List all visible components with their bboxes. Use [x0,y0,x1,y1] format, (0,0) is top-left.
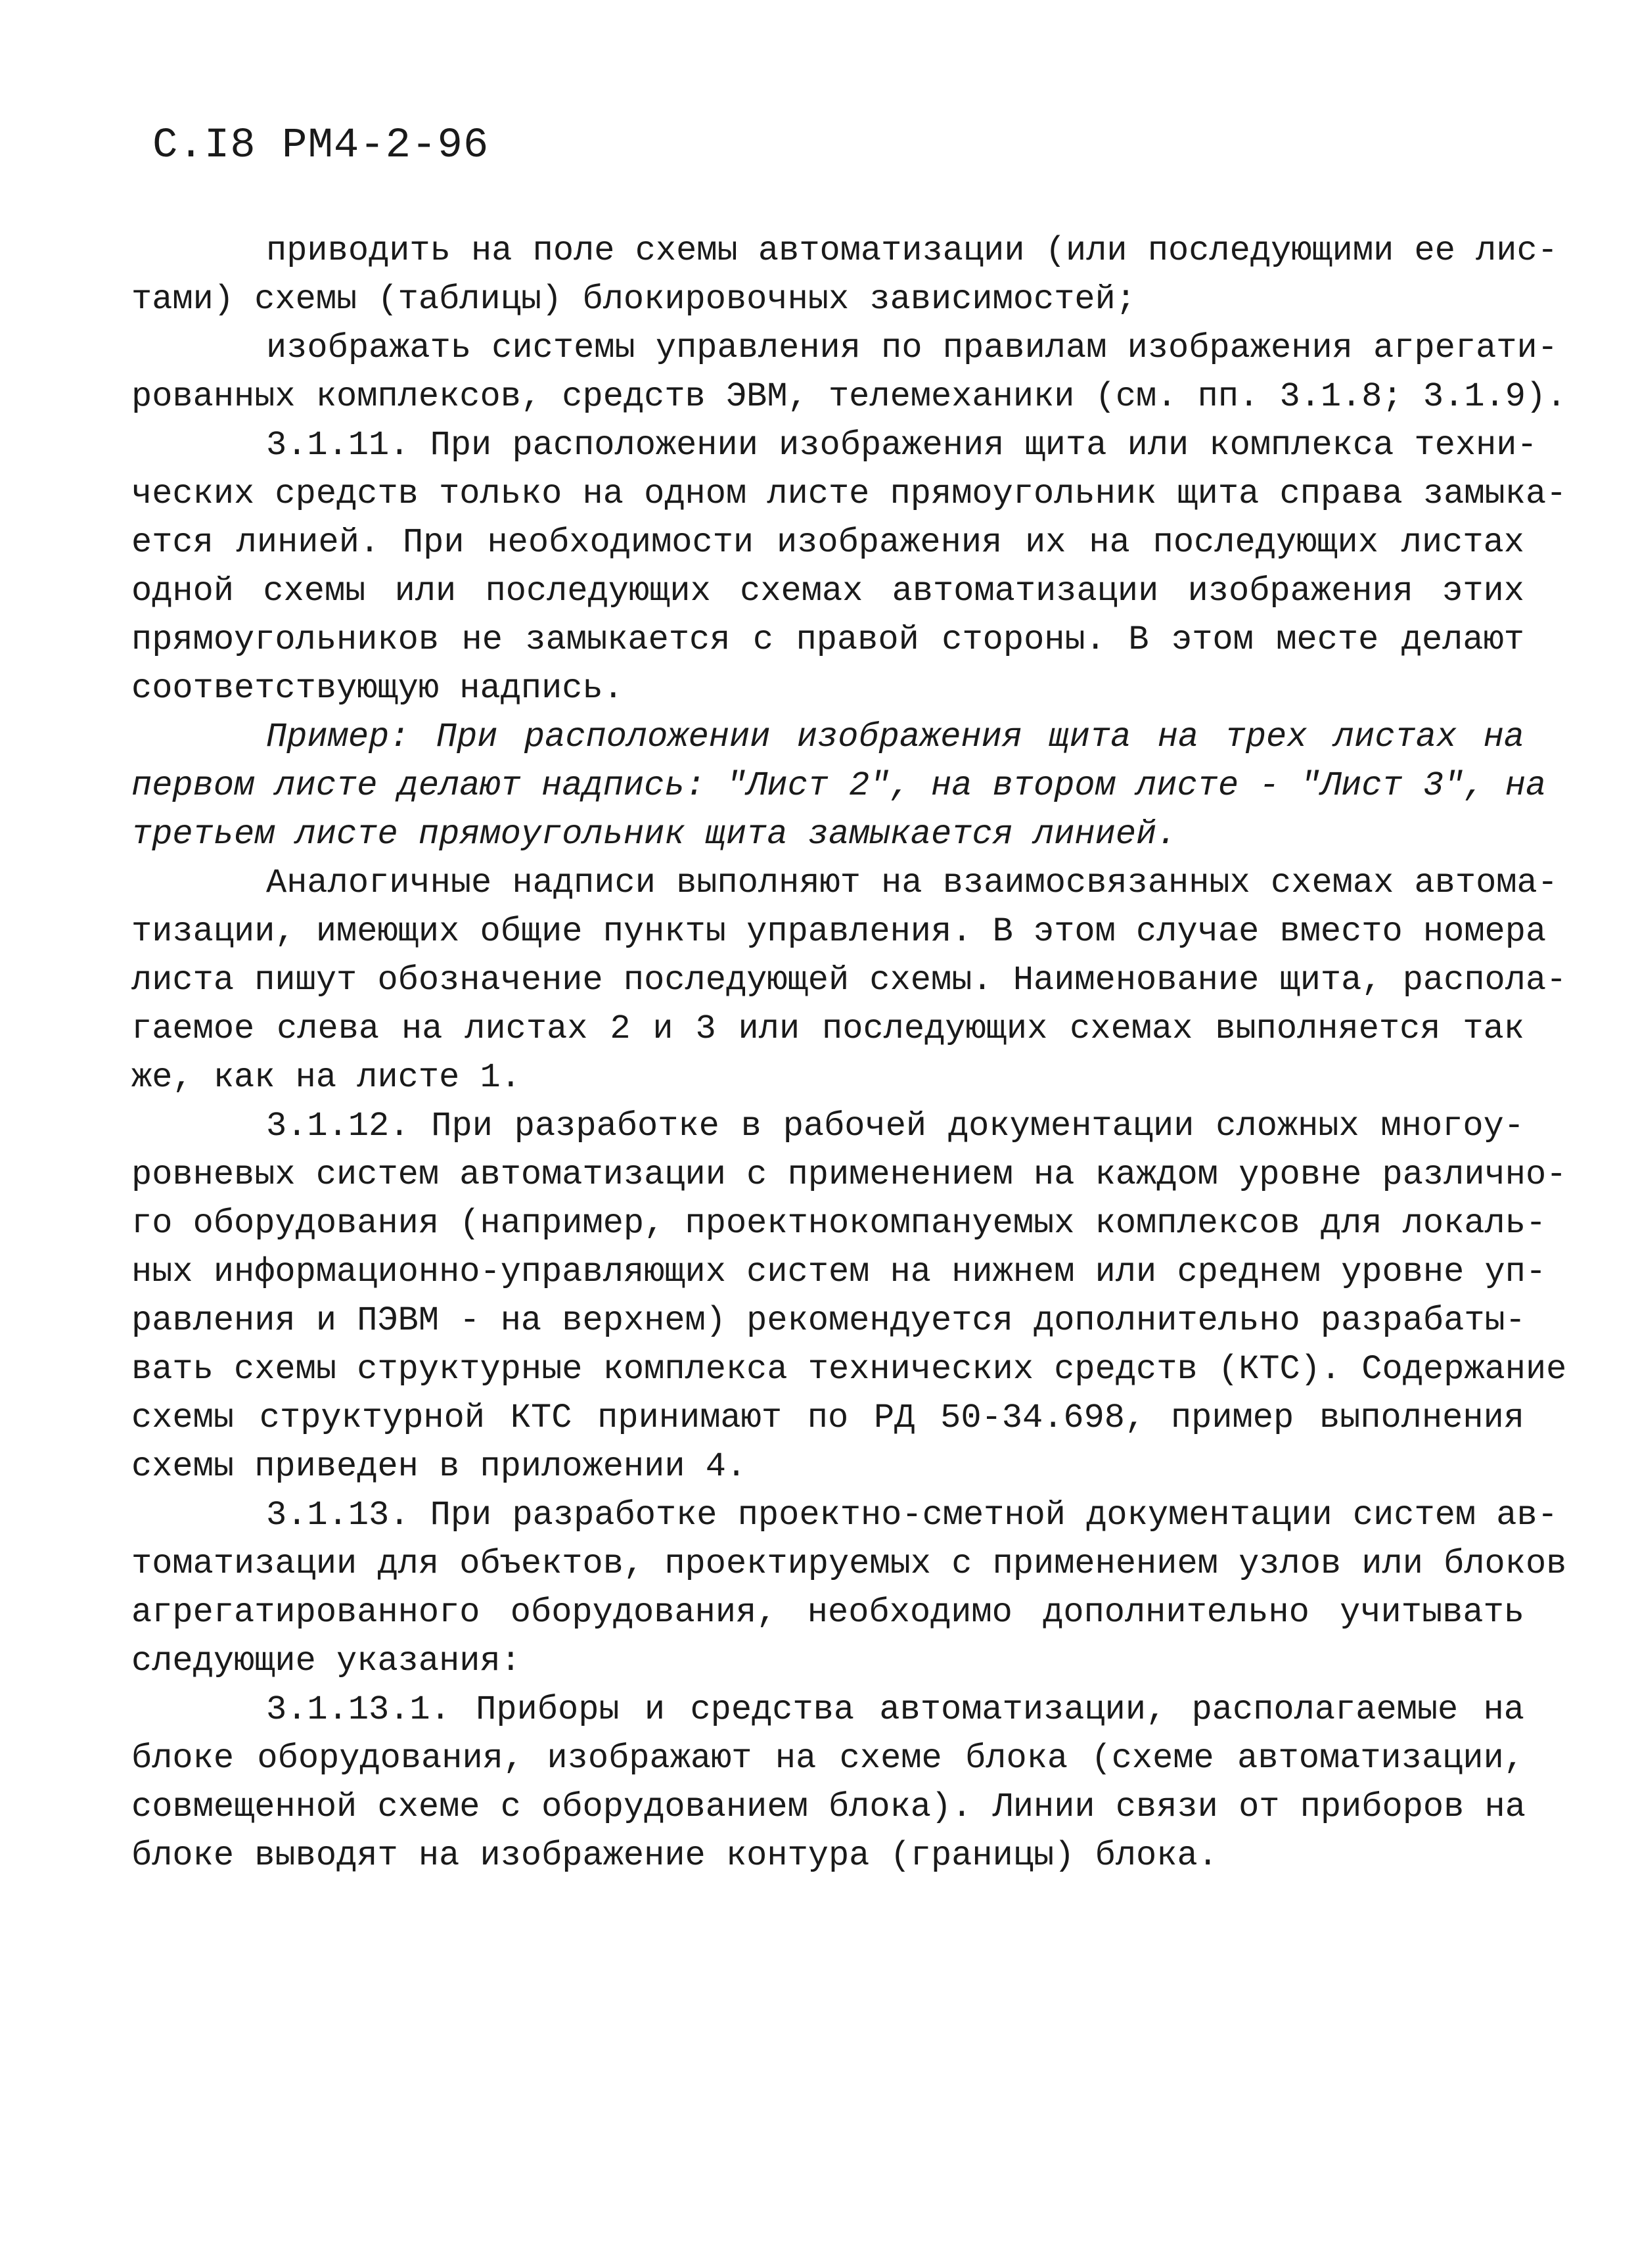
text-line: блоке оборудования, изображают на схеме блока (схеме автоматизации, [131,1739,1524,1778]
text-line: Аналогичные надписи выполняют на взаимосвязанных схемах автома- [266,864,1558,902]
text-line: одной схемы или последующих схемах автоматизации изображения этих [131,572,1524,611]
text-line: первом листе делают надпись: "Лист 2", на втором листе - "Лист 3", на [131,766,1547,805]
text-line: тизации, имеющих общие пункты управления. В этом случае вместо номера [131,912,1547,951]
text-line: же, как на листе 1. [131,1058,521,1097]
document-body [131,227,1567,1880]
text-line: томатизации для объектов, проектируемых с применением узлов или блоков [131,1544,1567,1583]
text-line: изображать системы управления по правилам изображения агрегати- [266,329,1558,367]
text-line: схемы структурной КТС принимают по РД 50-34.698, пример выполнения [131,1399,1524,1437]
text-line: равления и ПЭВМ - на верхнем) рекомендуется дополнительно разрабаты- [131,1301,1526,1340]
text-line: 3.1.11. При расположении изображения щита или комплекса техни- [266,426,1537,465]
text-line: ровневых систем автоматизации с применением на каждом уровне различно- [131,1155,1567,1194]
text-line: ется линией. При необходимости изображения их на последующих листах [131,523,1524,562]
text-line: ных информационно-управляющих систем на нижнем или среднем уровне уп- [131,1253,1547,1291]
text-line: рованных комплексов, средств ЭВМ, телемеханики (см. пп. 3.1.8; 3.1.9). [131,377,1567,416]
text-line: вать схемы структурные комплекса технических средств (КТС). Содержание [131,1350,1567,1389]
text-line: гаемое слева на листах 2 и 3 или последующих схемах выполняется так [131,1009,1524,1048]
text-line: совмещенной схеме с оборудованием блока). Линии связи от приборов на [131,1788,1526,1826]
text-line: ческих средств только на одном листе прямоугольник щита справа замыка- [131,474,1567,513]
text-line: приводить на поле схемы автоматизации (или последующими ее лис- [266,231,1558,270]
text-line: тами) схемы (таблицы) блокировочных зависимостей; [131,280,1137,319]
text-line: схемы приведен в приложении 4. [131,1447,747,1486]
text-line: соответствующую надпись. [131,669,624,708]
text-line: прямоугольников не замыкается с правой стороны. В этом месте делают [131,620,1524,659]
text-line: следующие указания: [131,1642,521,1680]
text-line: листа пишут обозначение последующей схемы. Наименование щита, распола- [131,961,1567,1000]
text-line: го оборудования (например, проектнокомпануемых комплексов для локаль- [131,1204,1547,1243]
page-header: С.I8 РМ4-2-96 [152,122,489,170]
text-line: агрегатированного оборудования, необходимо дополнительно учитывать [131,1593,1524,1632]
text-line: 3.1.12. При разработке в рабочей документации сложных многоу- [266,1107,1524,1146]
text-line: 3.1.13. При разработке проектно-сметной документации систем ав- [266,1496,1558,1535]
text-line: третьем листе прямоугольник щита замыкается линией. [131,815,1177,854]
text-line: блоке выводят на изображение контура (границы) блока. [131,1836,1218,1875]
text-line: 3.1.13.1. Приборы и средства автоматизации, располагаемые на [266,1690,1524,1729]
text-line: Пример: При расположении изображения щита на трех листах на [266,718,1524,756]
